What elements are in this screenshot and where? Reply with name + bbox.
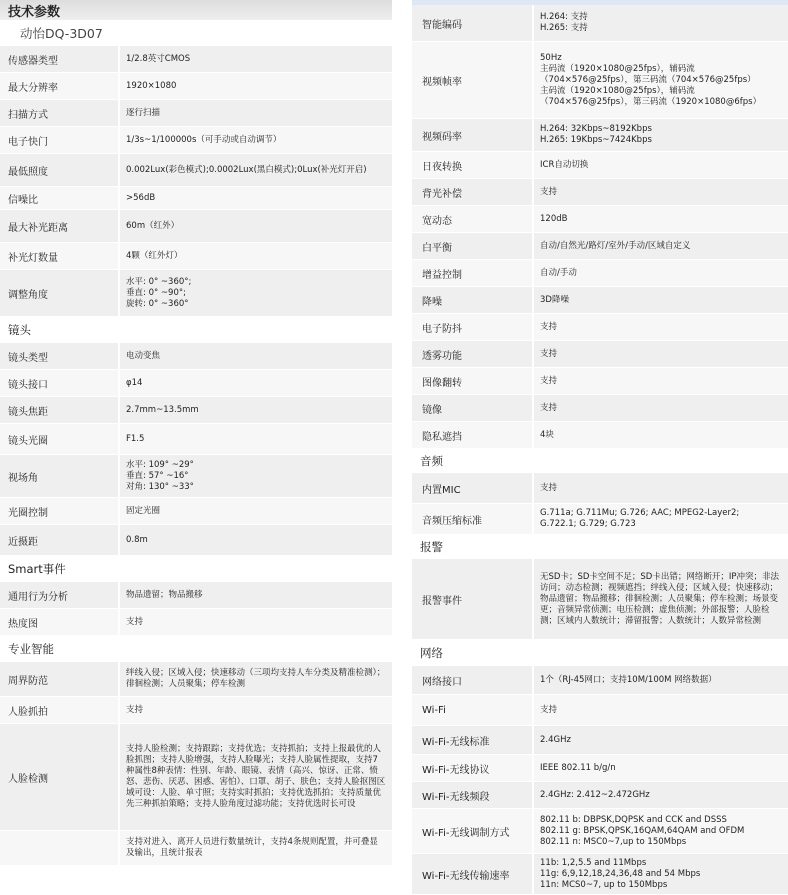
spec-key: 扫描方式	[8, 109, 48, 121]
spec-value: 1/2.8英寸CMOS	[118, 46, 392, 72]
spec-value: G.711a; G.711Mu; G.726; AAC; MPEG2-Layer2; G.722.1; G.729; G.723	[532, 504, 788, 534]
spec-row	[0, 455, 392, 498]
spec-row	[0, 127, 392, 154]
spec-row	[0, 187, 392, 210]
right-column	[412, 5, 788, 890]
section-heading: 音频	[412, 449, 788, 473]
spec-key	[0, 831, 118, 865]
spec-value: 水平: 109° ~29° 垂直: 57° ~16° 对角: 130° ~33°	[118, 455, 392, 497]
section-heading: 网络	[412, 640, 788, 666]
spec-value: 120dB	[532, 206, 788, 232]
spec-row	[0, 724, 392, 831]
spec-key: 电子快门	[8, 136, 48, 148]
spec-row	[0, 831, 392, 866]
spec-value: 2.4GHz: 2.412~2.472GHz	[532, 782, 788, 808]
spec-row	[0, 154, 392, 187]
spec-value: 物品遗留；物品搬移	[118, 582, 392, 608]
spec-row	[0, 525, 392, 556]
spec-key: Wi-Fi-无线协议	[422, 764, 490, 776]
spec-row	[0, 270, 392, 317]
spec-key: 最大分辨率	[8, 82, 58, 94]
spec-row	[412, 809, 788, 854]
spec-value: 支持	[118, 697, 392, 723]
spec-row	[0, 73, 392, 100]
spec-value: 无SD卡；SD卡空间不足；SD卡出错；网络断开；IP冲突；非法访问；动态检测；视频遮挡；绊线入侵；区域入侵；快速移动；物品遗留；物品搬移；徘徊检测；人员聚集；停车检测；场景变更；音频异常侦测；电压检测；虚焦侦测；外部报警；人脸检测；区域内人数统计；滞留报警；人数统计；人数异常检测	[532, 559, 788, 639]
spec-value: φ14	[118, 370, 392, 396]
spec-value: 1920×1080	[118, 73, 392, 99]
left-column	[0, 0, 392, 862]
spec-row	[412, 395, 788, 422]
spec-key: 通用行为分析	[8, 591, 68, 603]
spec-row	[412, 287, 788, 314]
spec-row	[0, 210, 392, 243]
spec-row	[412, 233, 788, 260]
model-name: 动怡DQ-3D07	[20, 26, 103, 41]
spec-key: 信噪比	[8, 194, 38, 206]
spec-key: 补光灯数量	[8, 252, 58, 264]
spec-key: 镜头光圈	[8, 435, 48, 447]
spec-key: 光圈控制	[8, 507, 48, 519]
spec-value: 支持	[532, 179, 788, 205]
spec-value: 水平: 0° ~360°; 垂直: 0° ~90°; 旋转: 0° ~360°	[118, 270, 392, 316]
spec-value: H.264: 支持 H.265: 支持	[532, 5, 788, 41]
spec-row	[412, 260, 788, 287]
spec-row	[0, 100, 392, 127]
spec-value: 3D降噪	[532, 287, 788, 313]
spec-key: Wi-Fi-无线标准	[422, 736, 490, 748]
spec-value: 4块	[532, 422, 788, 448]
spec-row	[412, 422, 788, 449]
spec-key: 最大补光距离	[8, 222, 68, 234]
spec-row	[412, 206, 788, 233]
spec-row	[0, 370, 392, 397]
spec-row	[412, 152, 788, 179]
spec-key: 智能编码	[422, 19, 462, 31]
spec-key: 宽动态	[422, 215, 452, 227]
spec-row	[412, 666, 788, 695]
spec-value: 逐行扫描	[118, 100, 392, 126]
spec-value: F1.5	[118, 424, 392, 454]
spec-value: 1个（RJ-45网口；支持10M/100M 网络数据）	[532, 666, 788, 694]
spec-value: 支持	[532, 341, 788, 367]
spec-key: 降噪	[422, 296, 442, 308]
spec-row	[0, 397, 392, 424]
spec-key: 音频压缩标准	[422, 515, 482, 527]
spec-key: 图像翻转	[422, 377, 462, 389]
spec-row	[412, 5, 788, 42]
section-heading: 镜头	[0, 317, 392, 343]
spec-value: 支持	[532, 695, 788, 725]
spec-value: 自动/手动	[532, 260, 788, 286]
spec-key: 近摄距	[8, 536, 38, 548]
spec-row	[0, 424, 392, 455]
spec-value: 支持	[532, 473, 788, 503]
spec-key: 视场角	[8, 472, 38, 484]
page-title: 技术参数	[0, 0, 392, 20]
spec-key: 镜头类型	[8, 352, 48, 364]
spec-row	[412, 119, 788, 152]
spec-key: 内置MIC	[422, 484, 461, 496]
spec-key: 人脸检测	[8, 773, 48, 785]
spec-row	[412, 854, 788, 895]
section-heading: Smart事件	[0, 556, 392, 582]
spec-value: 11b: 1,2,5.5 and 11Mbps 11g: 6,9,12,18,24,36,48 and 54 Mbps 11n: MCS0~7, up to 150Mbps	[532, 854, 788, 894]
spec-value: 0.002Lux(彩色模式);0.0002Lux(黑白模式);0Lux(补光灯开启)	[118, 154, 392, 186]
spec-key: 增益控制	[422, 269, 462, 281]
spec-row	[0, 343, 392, 370]
spec-key: 人脸抓拍	[8, 706, 48, 718]
spec-value: 支持	[118, 609, 392, 635]
spec-value: 50Hz 主码流（1920×1080@25fps），辅码流 （704×576@25fps），第三码流（704×576@25fps） 主码流（1920×1080@25fps），辅码流 （704×576@25fps），第三码流（1920×1080@6fps）	[532, 42, 788, 118]
spec-key: 隐私遮挡	[422, 431, 462, 443]
spec-row	[0, 582, 392, 609]
spec-key: Wi-Fi-无线传输速率	[422, 870, 510, 882]
spec-row	[412, 559, 788, 640]
spec-key: 传感器类型	[8, 55, 58, 67]
spec-key: 热度图	[8, 618, 38, 630]
spec-key: 镜头焦距	[8, 406, 48, 418]
spec-value: 支持人脸检测；支持跟踪；支持优选；支持抓拍；支持上报最优的人脸抓图；支持人脸增强，支持人脸曝光；支持人脸属性提取，支持7种属性8种表情：性别、年龄、眼镜、表情（高兴、惊讶、正常、愤怒、悲伤、厌恶、困惑、害怕）、口罩、胡子、肤色；支持人脸抠图区域可设：人脸、单寸照；支持实时抓拍；支持优选抓拍；支持质量优先三种抓拍策略；支持人脸角度过滤功能；支持优选时长可设	[118, 724, 392, 830]
spec-value: 支持	[532, 368, 788, 394]
spec-key: Wi-Fi	[422, 704, 446, 716]
spec-row	[412, 368, 788, 395]
spec-key: 透雾功能	[422, 350, 462, 362]
spec-key: 镜像	[422, 404, 442, 416]
section-heading: 专业智能	[0, 636, 392, 662]
spec-value: H.264: 32Kbps~8192Kbps H.265: 19Kbps~7424Kbps	[532, 119, 788, 151]
spec-value: 1/3s~1/100000s（可手动或自动调节）	[118, 127, 392, 153]
spec-row	[412, 314, 788, 341]
spec-row	[412, 504, 788, 535]
spec-key: 周界防范	[8, 675, 48, 687]
spec-value: 0.8m	[118, 525, 392, 555]
left-spec-table	[0, 46, 392, 866]
spec-value: IEEE 802.11 b/g/n	[532, 755, 788, 781]
spec-row	[412, 782, 788, 809]
spec-row	[412, 473, 788, 504]
spec-value: 绊线入侵；区域入侵；快速移动（三项均支持人车分类及精准检测）；徘徊检测；人员聚集；停车检测	[118, 662, 392, 696]
spec-row	[0, 498, 392, 525]
spec-key: 最低照度	[8, 166, 48, 178]
spec-row	[0, 46, 392, 73]
spec-value: 支持对进入、离开人员进行数量统计，支持4条规则配置，并可叠显及输出，且统计报表	[118, 831, 392, 865]
spec-value: 4颗（红外灯）	[118, 243, 392, 269]
spec-row	[412, 42, 788, 119]
spec-value: 固定光圈	[118, 498, 392, 524]
spec-row	[0, 697, 392, 724]
spec-value: 电动变焦	[118, 343, 392, 369]
spec-key: 视频码率	[422, 131, 462, 143]
spec-key: 日夜转换	[422, 161, 462, 173]
spec-key: Wi-Fi-无线调制方式	[422, 827, 510, 839]
spec-row	[412, 179, 788, 206]
spec-row	[412, 695, 788, 726]
spec-key: 网络接口	[422, 676, 462, 688]
spec-row	[0, 662, 392, 697]
spec-key: 背光补偿	[422, 188, 462, 200]
spec-key: 调整角度	[8, 289, 48, 301]
spec-row	[412, 341, 788, 368]
spec-key: Wi-Fi-无线频段	[422, 791, 490, 803]
spec-value: 60m（红外）	[118, 210, 392, 242]
spec-key: 电子防抖	[422, 323, 462, 335]
spec-value: ICR自动切换	[532, 152, 788, 178]
spec-value: 2.7mm~13.5mm	[118, 397, 392, 423]
section-heading: 报警	[412, 535, 788, 559]
spec-key: 视频帧率	[422, 76, 462, 88]
spec-key: 报警事件	[422, 595, 462, 607]
spec-key: 镜头接口	[8, 379, 48, 391]
spec-value: 自动/自然光/路灯/室外/手动/区域自定义	[532, 233, 788, 259]
spec-value: 802.11 b: DBPSK,DQPSK and CCK and DSSS 802.11 g: BPSK,QPSK,16QAM,64QAM and OFDM 802.11 n: MSC0~7,up to 150Mbps	[532, 809, 788, 853]
spec-row	[412, 726, 788, 755]
spec-value: 2.4GHz	[532, 726, 788, 754]
spec-row	[0, 609, 392, 636]
spec-key: 白平衡	[422, 242, 452, 254]
right-spec-table	[412, 5, 788, 895]
spec-row	[0, 243, 392, 270]
spec-row	[412, 755, 788, 782]
spec-value: 支持	[532, 395, 788, 421]
spec-value: >56dB	[118, 187, 392, 209]
spec-value: 支持	[532, 314, 788, 340]
